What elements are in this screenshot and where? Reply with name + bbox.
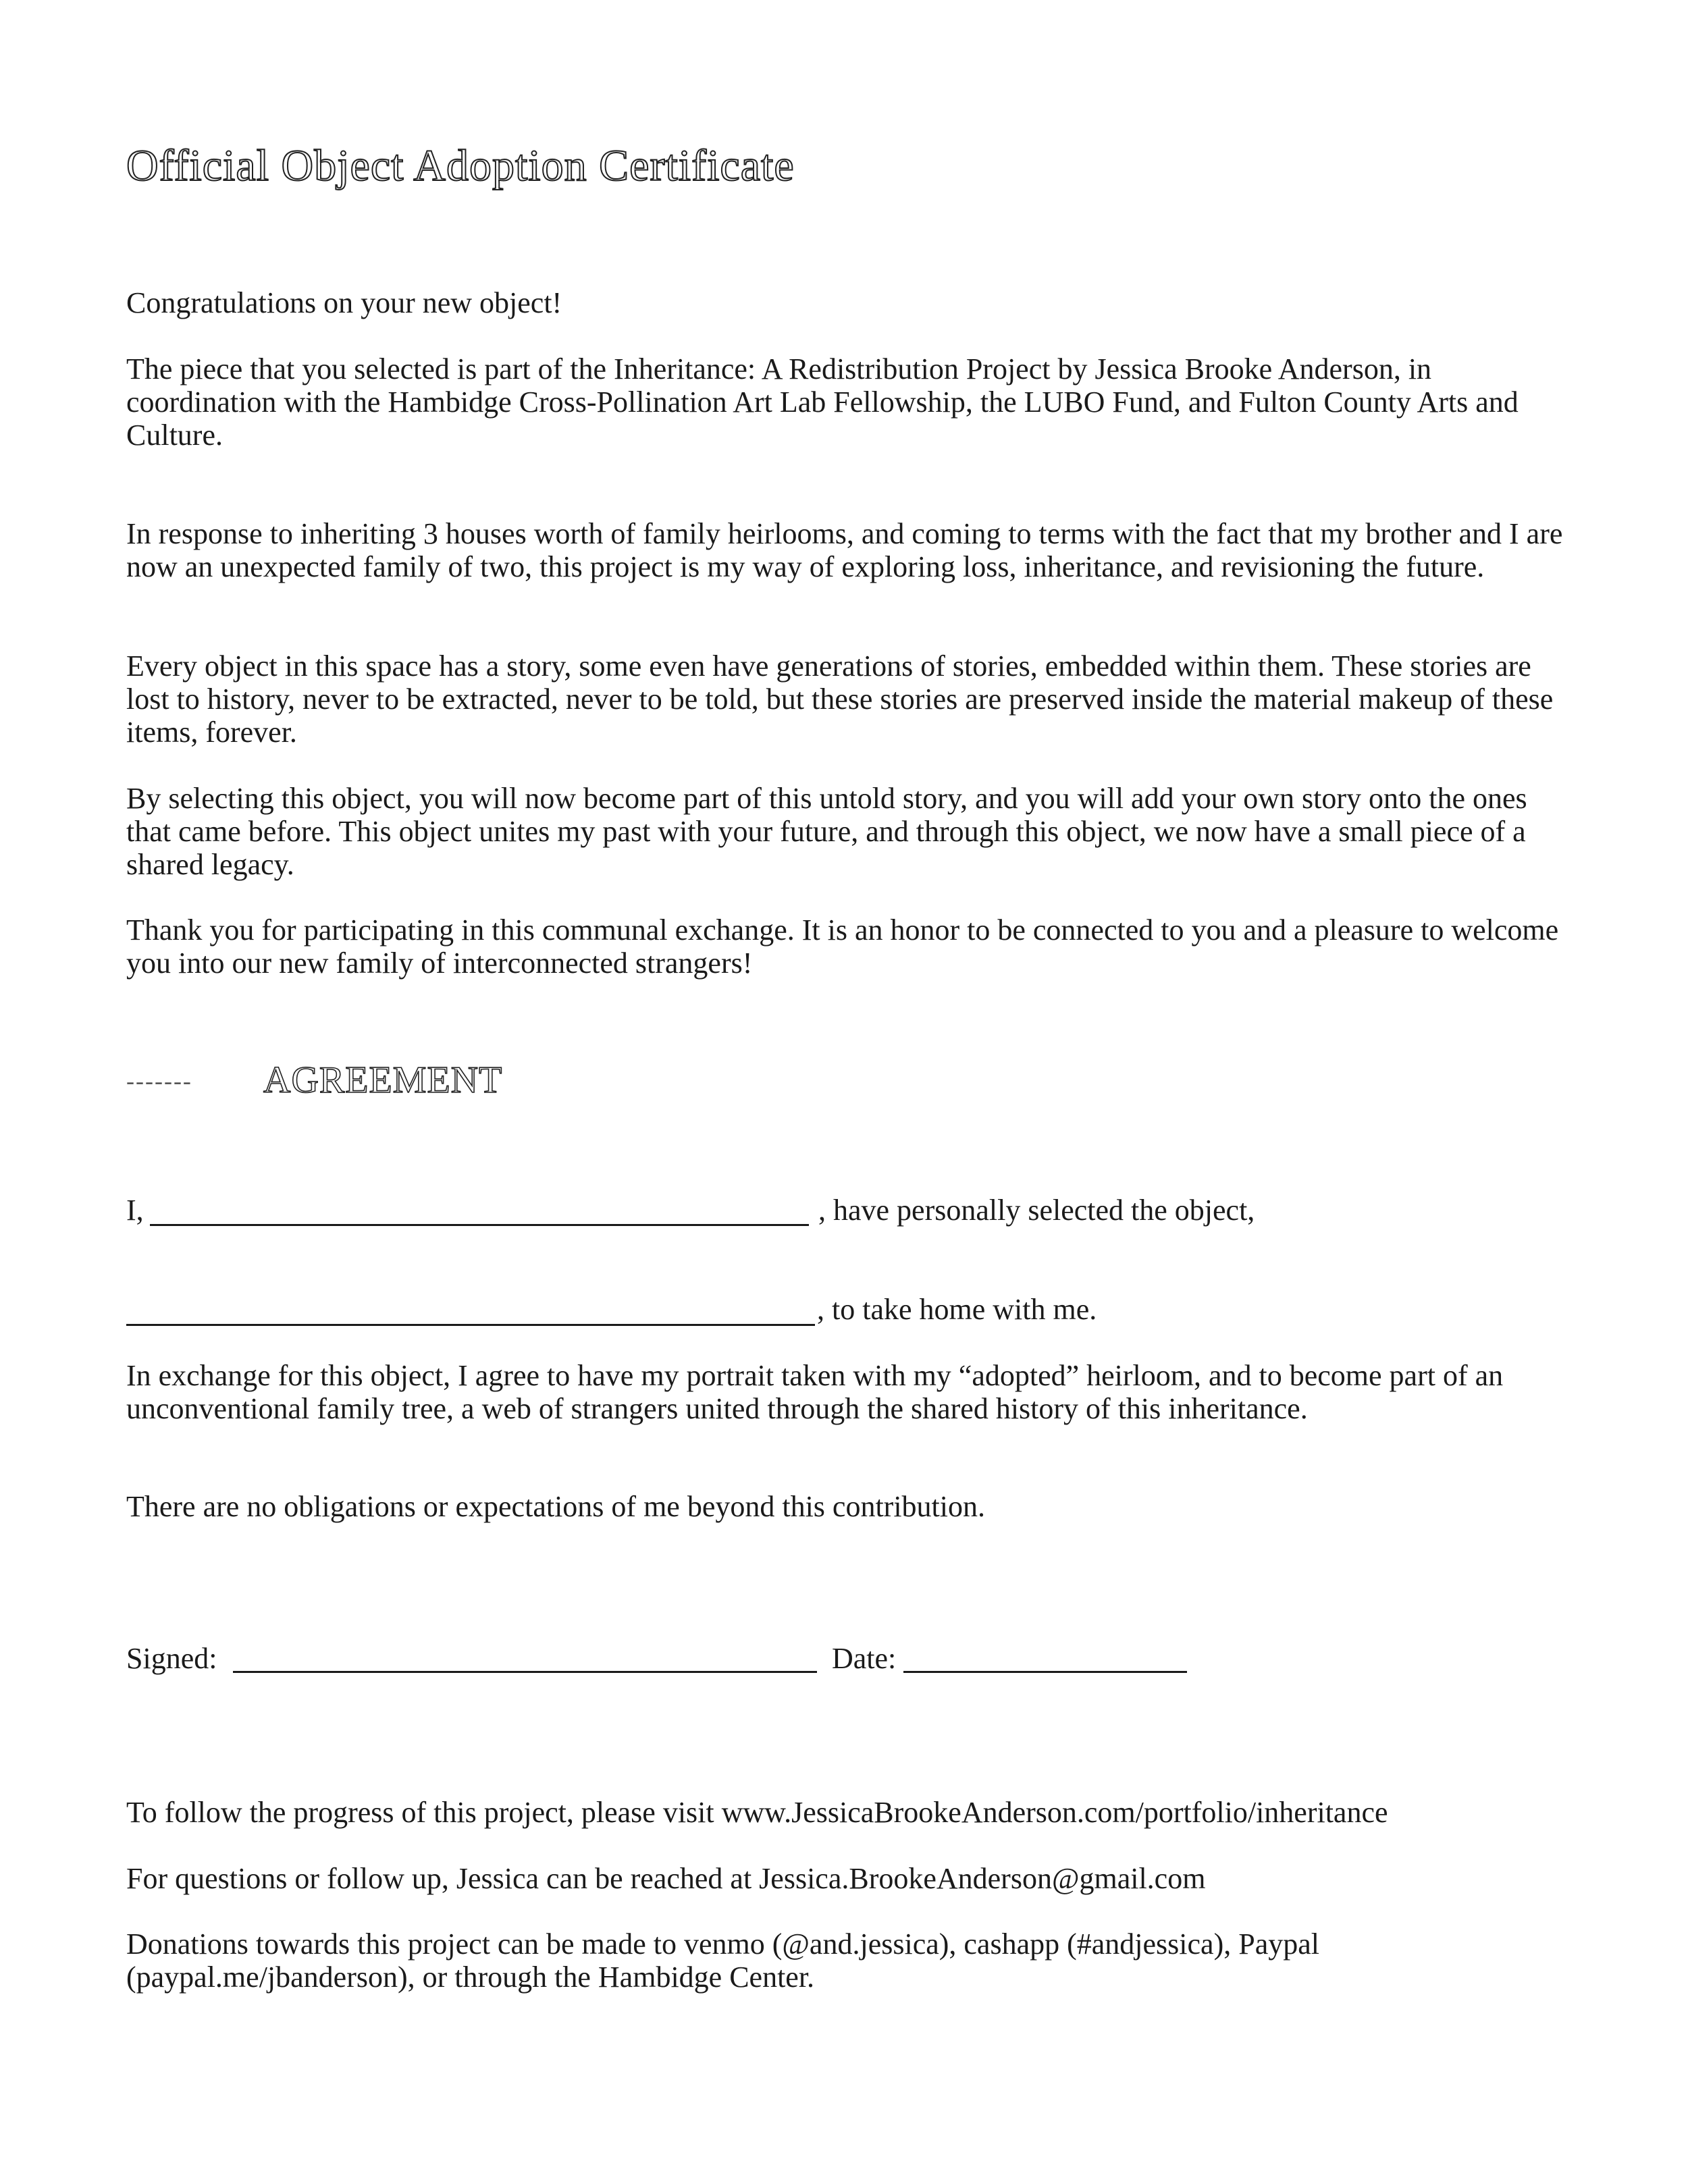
object-blank-line[interactable]	[126, 1324, 815, 1326]
contact-text: For questions or follow up, Jessica can be reached at Jessica.BrookeAnderson@gmail.com	[126, 1862, 1206, 1895]
exchange-paragraph: In exchange for this object, I agree to have my portrait taken with my “adopted” heirloom, and to become part of an unconventional family tree, a web of strangers united through the shared history of this inheritance.	[126, 1359, 1504, 1425]
greeting-text: Congratulations on your new object!	[126, 286, 562, 319]
thank-you-paragraph: Thank you for participating in this communal exchange. It is an honor to be connected to you and a pleasure to welcome you into our new family of interconnected strangers!	[126, 913, 1559, 980]
name-blank-line[interactable]	[150, 1224, 809, 1226]
intro-paragraph: The piece that you selected is part of the Inheritance: A Redistribution Project by Jessica Brooke Anderson, in coordination with the Hambidge Cross-Pollination Art Lab Fellowship, the LUBO Fund, and Fulton County Arts and Culture.	[126, 352, 1519, 452]
agreement-heading: AGREEMENT	[263, 1059, 503, 1101]
signature-blank-line[interactable]	[233, 1671, 817, 1673]
date-blank-line[interactable]	[903, 1671, 1187, 1673]
progress-text: To follow the progress of this project, please visit www.JessicaBrookeAnderson.com/portfolio/inheritance	[126, 1796, 1388, 1829]
stories-paragraph: Every object in this space has a story, some even have generations of stories, embedded within them. These stories are lost to history, never to be extracted, never to be told, but these stories are preserved inside the material makeup of these items, forever.	[126, 649, 1554, 749]
signed-label: Signed:	[126, 1642, 217, 1675]
obligations-paragraph: There are no obligations or expectations of me beyond this contribution.	[126, 1490, 986, 1523]
inheritance-paragraph: In response to inheriting 3 houses worth of family heirlooms, and coming to terms with the fact that my brother and I are now an unexpected family of two, this project is my way of exploring loss, inheritance, and revisioning the future.	[126, 517, 1563, 583]
legacy-paragraph: By selecting this object, you will now become part of this untold story, and you will add your own story onto the ones that came before. This object unites my past with your future, and through this object, we now have a small piece of a shared legacy.	[126, 782, 1527, 881]
name-suffix-text: , have personally selected the object,	[818, 1194, 1255, 1227]
certificate-title: Official Object Adoption Certificate	[126, 141, 795, 190]
object-suffix-text: , to take home with me.	[817, 1293, 1097, 1326]
section-divider-dashes: -------	[126, 1067, 192, 1094]
date-label: Date:	[832, 1642, 897, 1675]
donations-text: Donations towards this project can be made to venmo (@and.jessica), cashapp (#andjessica), Paypal (paypal.me/jbanderson), or through the Hambidge Center.	[126, 1927, 1319, 1994]
name-prefix-label: I,	[126, 1194, 144, 1227]
